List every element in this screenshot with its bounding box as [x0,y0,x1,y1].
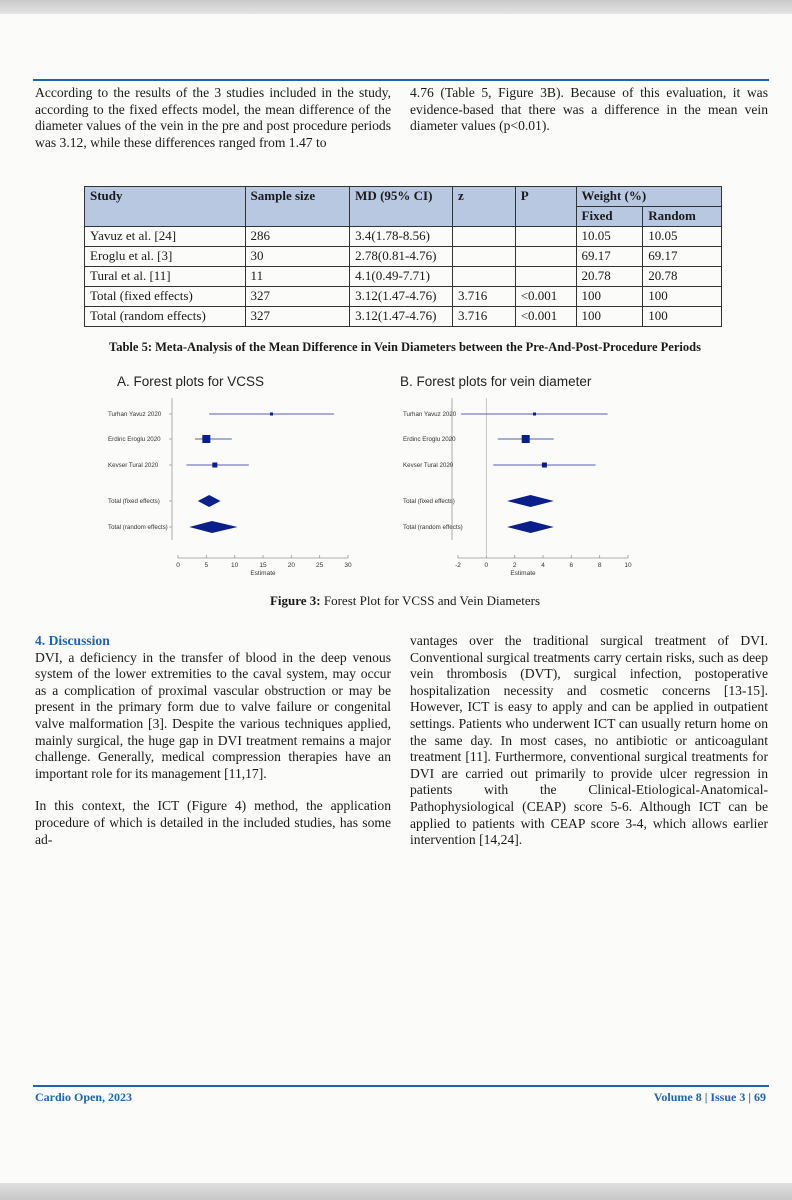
top-rule [33,79,769,81]
table-cell-p: <0.001 [515,307,576,327]
study-label: Turhan Yavuz 2020 [108,411,162,418]
table-cell-fixed: 69.17 [576,247,643,267]
summary-diamond [198,495,221,507]
table-row [85,287,722,307]
header-weight: Weight (%) [576,187,721,207]
table-row [85,307,722,327]
table-cell-study: Tural et al. [11] [85,267,246,287]
forest-plot-title: B. Forest plots for vein diameter [400,374,592,389]
point-estimate [212,463,217,468]
study-label: Turhan Yavuz 2020 [403,411,457,418]
section-heading: 4. Discussion [35,633,110,648]
table-cell-fixed: 100 [576,287,643,307]
body-left-column-top [35,85,391,167]
paragraph: vantages over the traditional surgical treatment of DVI. Conventional surgical treatments carry certain risks, such as deep vein thrombosis (DVT), surgical infection, postoperative hospitalization necessity and cosmetic concerns [13-15]. However, ICT is easy to apply and can be applied in outpatient settings. Patients who underwent ICT can usually return home on the same day. In most cases, no antibiotic or anticoagulant treatment [11]. Furthermore, conventional surgical treatments for DVI are carried out primarily to provide ulcer regression in patients with the Clinical-Etiological-Anatomical-Pathophysiological (CEAP) score 5-6. Although ICT can be applied to patients with CEAP score 3-4, which allows earlier intervention [14,24]. [410,633,768,848]
figure-caption-label: Figure 3: [269,593,321,608]
table-cell-z [453,227,516,247]
table-cell-fixed: 20.78 [576,267,643,287]
study-label: Total (fixed effects) [108,498,160,505]
table-cell-random: 69.17 [643,247,722,267]
table-cell-md: 3.12(1.47-4.76) [350,307,453,327]
table-cell-study: Yavuz et al. [24] [85,227,246,247]
x-tick-label: 4 [541,562,545,569]
table-cell-z: 3.716 [453,287,516,307]
x-tick-label: 8 [597,562,602,569]
table-cell-sample: 327 [245,287,350,307]
x-tick-label: -2 [455,562,461,569]
paragraph: According to the results of the 3 studies included in the study, according to the fixed effects model, the mean difference of the diameter values of the vein in the pre and post procedure periods was 3.12, while these differences ranged from 1.47 to [35,85,391,150]
point-estimate [533,413,536,416]
table-cell-fixed: 10.05 [576,227,643,247]
footer-journal: Cardio Open, 2023 [35,1090,133,1104]
header-sample-size: Sample size [245,187,350,227]
point-estimate [522,435,530,443]
point-estimate [542,463,547,468]
meta-analysis-table [84,186,722,327]
x-axis-label: Estimate [510,570,536,577]
table-cell-sample: 286 [245,227,350,247]
point-estimate [270,413,273,416]
table-cell-sample: 30 [245,247,350,267]
x-tick-label: 5 [204,562,209,569]
table-header-row [85,187,722,207]
table-cell-study: Total (fixed effects) [85,287,246,307]
x-tick-label: 30 [344,562,352,569]
x-tick-label: 25 [316,562,324,569]
table-cell-z [453,267,516,287]
table-cell-z [453,247,516,267]
body-right-column-top [410,85,768,151]
summary-diamond [507,521,554,533]
header-md: MD (95% CI) [350,187,453,227]
table-row [85,247,722,267]
x-tick-label: 15 [259,562,267,569]
x-tick-label: 20 [287,562,295,569]
x-axis-label: Estimate [250,570,276,577]
table-cell-study: Total (random effects) [85,307,246,327]
forest-plot-figure [100,368,660,590]
study-label: Kevser Tural 2020 [403,462,454,469]
study-label: Total (random effects) [403,524,463,531]
figure-caption [40,593,770,609]
table-cell-fixed: 100 [576,307,643,327]
point-estimate [202,435,210,443]
figure-caption-text: Forest Plot for VCSS and Vein Diameters [320,593,541,608]
table-cell-md: 3.12(1.47-4.76) [350,287,453,307]
table-cell-md: 4.1(0.49-7.71) [350,267,453,287]
header-study: Study [85,187,246,227]
header-fixed: Fixed [576,207,643,227]
table-cell-p [515,247,576,267]
table-row [85,267,722,287]
table-cell-p: <0.001 [515,287,576,307]
table-cell-study: Eroglu et al. [3] [85,247,246,267]
study-label: Erdinc Eroglu 2020 [403,436,456,443]
forest-plot-title: A. Forest plots for VCSS [117,374,265,389]
table-cell-z: 3.716 [453,307,516,327]
header-random: Random [643,207,722,227]
study-label: Total (random effects) [108,524,168,531]
viewer-top-bar [0,0,792,14]
viewer-bottom-bar [0,1183,792,1200]
header-p: P [515,187,576,227]
x-tick-label: 0 [176,562,180,569]
x-tick-label: 10 [624,562,632,569]
table-cell-md: 2.78(0.81-4.76) [350,247,453,267]
table-cell-random: 100 [643,287,722,307]
study-label: Erdinc Eroglu 2020 [108,436,161,443]
header-z: z [453,187,516,227]
footer-issue: Volume 8 | Issue 3 | 69 [653,1090,766,1104]
paragraph: 4.76 (Table 5, Figure 3B). Because of this evaluation, it was evidence-based that there was a difference in the mean vein diameter values (p<0.01). [410,85,768,134]
table-cell-md: 3.4(1.78-8.56) [350,227,453,247]
footer-rule [33,1085,769,1087]
table-body [85,227,722,327]
paragraph: In this context, the ICT (Figure 4) method, the application procedure of which is detailed in the included studies, has some ad- [35,798,391,847]
table-cell-sample: 327 [245,307,350,327]
table-cell-p [515,227,576,247]
x-tick-label: 2 [512,562,517,569]
discussion-right-column [410,633,768,865]
table-row [85,227,722,247]
table-caption: Table 5: Meta-Analysis of the Mean Difference in Vein Diameters between the Pre-And-Post-Procedure Periods [109,340,701,354]
study-label: Total (fixed effects) [403,498,455,505]
paragraph: DVI, a deficiency in the transfer of blood in the deep venous system of the lower extremities to the caval system, may occur as a complication of proximal vascular obstruction or may be present in the primary form due to valve failure or congenital valve malformation [3]. Despite the various techniques applied, mainly surgical, the huge gap in DVI treatment remains a major challenge. Generally, medical compression therapies have an important role for its management [11,17]. [35,649,391,781]
x-tick-label: 10 [231,562,239,569]
study-label: Kevser Tural 2020 [108,462,159,469]
table-cell-random: 10.05 [643,227,722,247]
table-cell-p [515,267,576,287]
table-cell-random: 100 [643,307,722,327]
summary-diamond [189,521,237,533]
table-cell-random: 20.78 [643,267,722,287]
summary-diamond [507,495,554,507]
discussion-left-column [35,633,391,864]
x-tick-label: 0 [484,562,489,569]
table-cell-sample: 11 [245,267,350,287]
x-tick-label: 6 [569,562,574,569]
